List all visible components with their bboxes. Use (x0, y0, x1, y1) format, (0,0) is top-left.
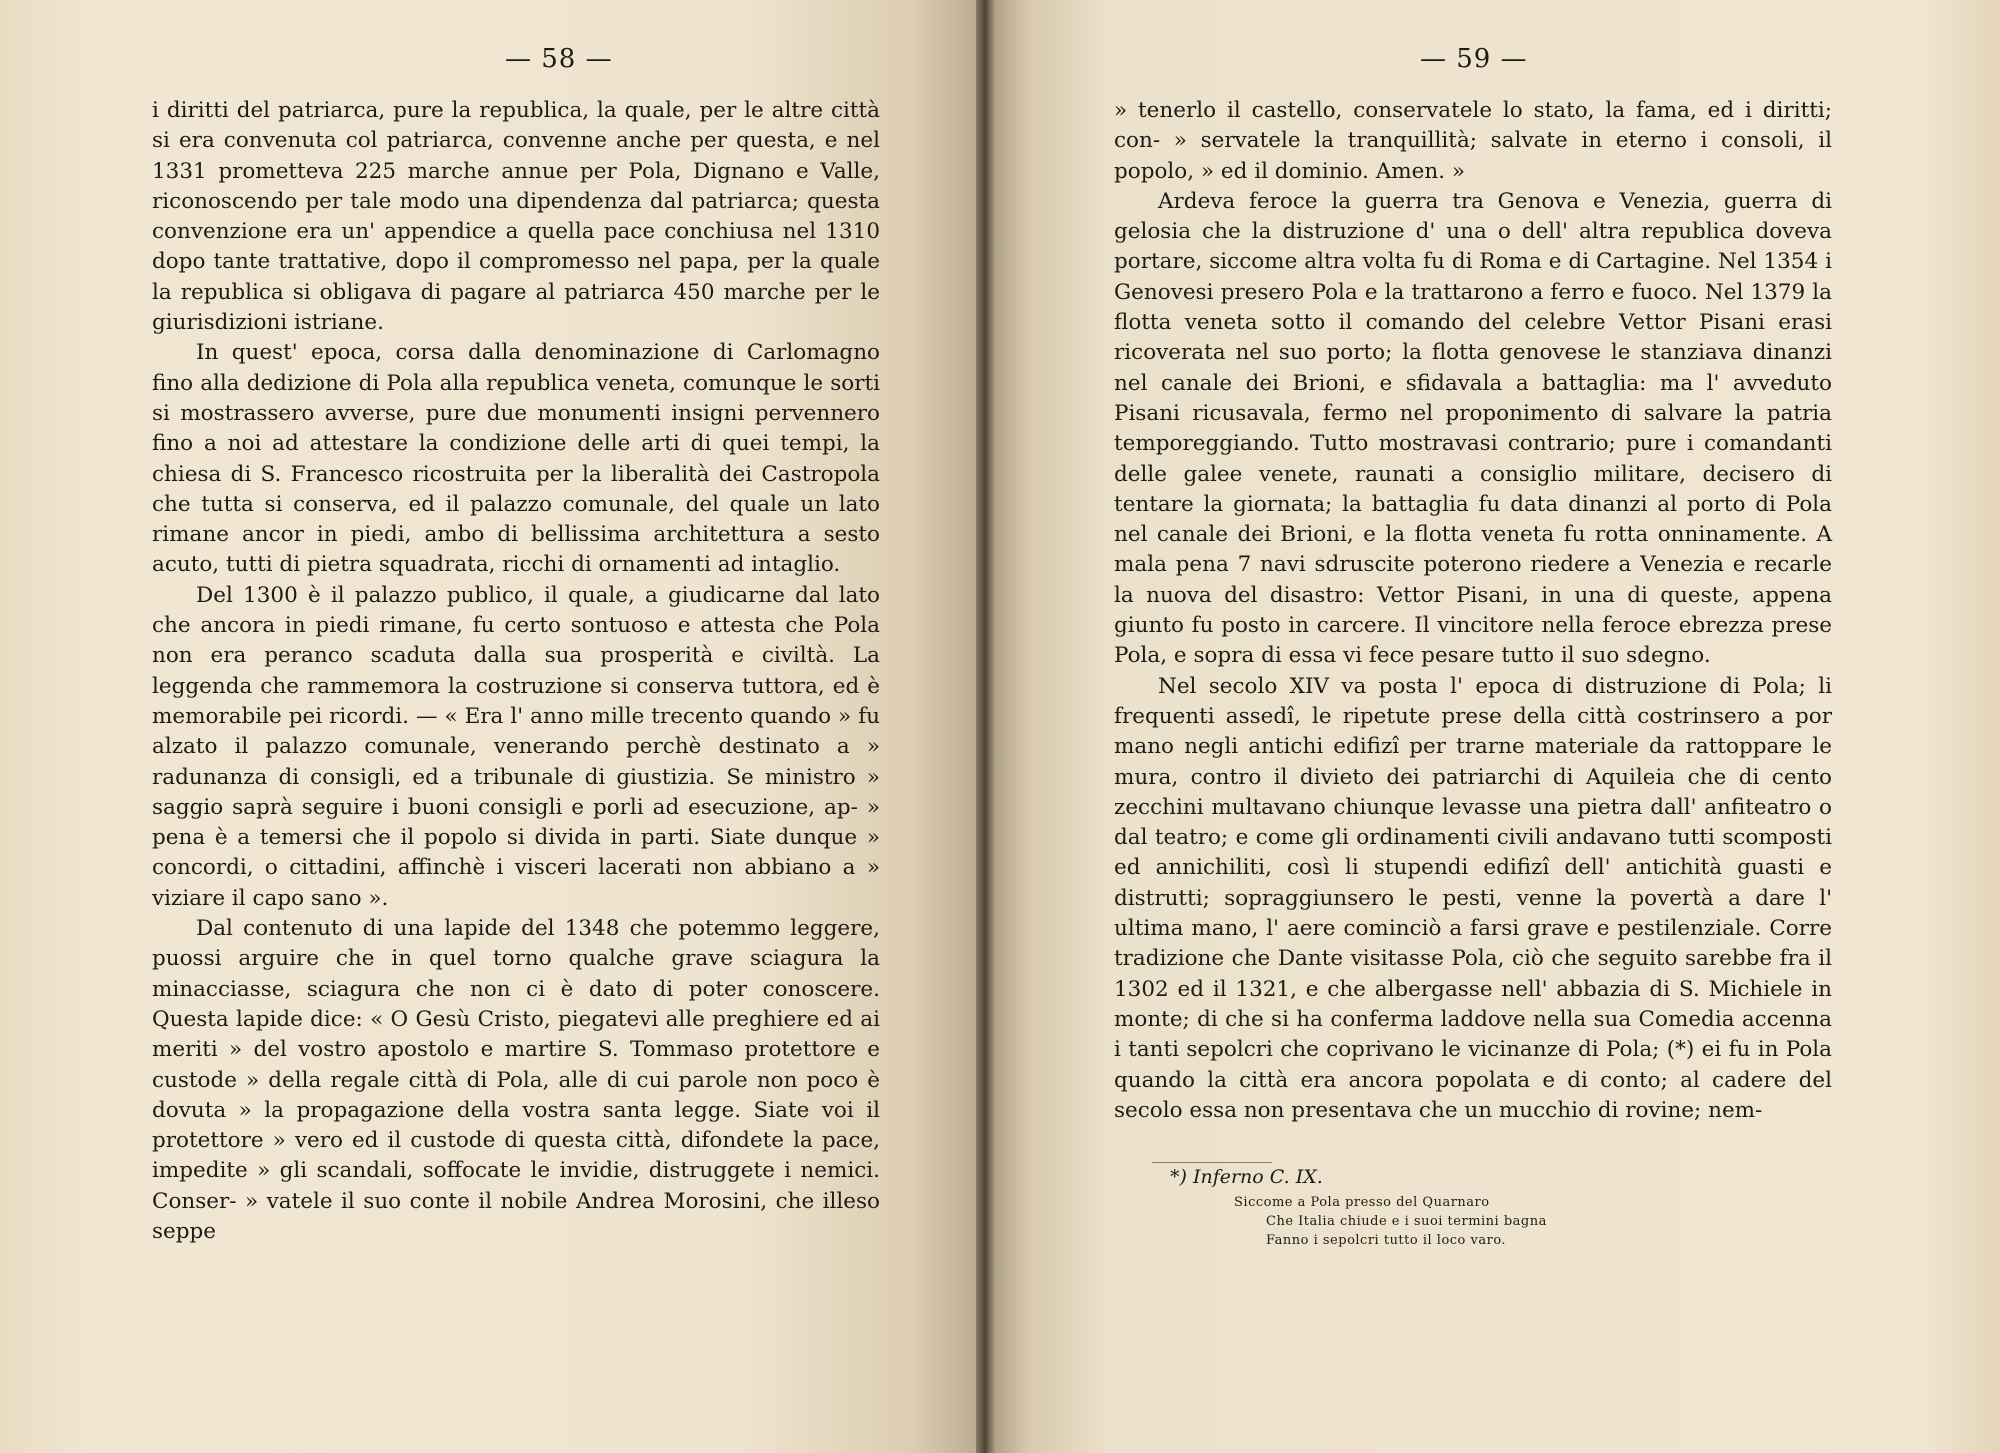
footnote (1170, 1168, 1590, 1250)
footnote-reference: *) Inferno C. IX. (1170, 1166, 1323, 1188)
paragraph: Del 1300 è il palazzo publico, il quale, a giudicarne dal lato che ancora in piedi rimane, fu certo sontuoso e attesta che Pola non era peranco scaduta dalla sua prosperità e civiltà. La leggenda che rammemora la costruzione si conserva tuttora, ed è memorabile pei ricordi. — « Era l' anno mille trecento quando » fu alzato il palazzo comunale, venerando perchè destinato a » radunanza di consigli, ed a tribunale di giustizia. Se ministro » saggio saprà seguire i buoni consigli e porli ad esecuzione, ap- » pena è a temersi che il popolo si divida in parti. Siate dunque » concordi, o cittadini, affinchè i visceri lacerati non abbiano a » viziare il capo sano ». (152, 582, 880, 911)
left-page-body (152, 96, 880, 1247)
paragraph: Dal contenuto di una lapide del 1348 che potemmo leggere, puossi arguire che in quel torno qualche grave sciagura la minacciasse, sciagura che non ci è dato di poter conoscere. Questa lapide dice: « O Gesù Cristo, piegatevi alle preghiere ed ai meriti » del vostro apostolo e martire S. Tommaso protettore e custode » della regale città di Pola, alle di cui parole non poco è dovuta » la propagazione della vostra santa legge. Siate voi il protettore » vero ed il custode di questa città, difondete la pace, impedite » gli scandali, soffocate le invidie, distruggete i nemici. Conser- » vatele il suo conte il nobile Andrea Morosini, che illeso seppe (152, 916, 880, 1244)
paragraph: i diritti del patriarca, pure la republica, la quale, per le altre città si era convenuta col patriarca, convenne anche per questa, e nel 1331 prometteva 225 marche annue per Pola, Dignano e Valle, riconoscendo per tale modo una dipendenza dal patriarca; questa convenzione era un' appendice a quella pace conchiusa nel 1310 dopo tante trattative, dopo il compromesso nel papa, per la quale la republica si obligava di pagare al patriarca 450 marche per le giurisdizioni istriane. (152, 98, 880, 336)
paragraph: Ardeva feroce la guerra tra Genova e Venezia, guerra di gelosia che la distruzione d' una o dell' altra republica doveva portare, siccome altra volta fu di Roma e di Cartagine. Nel 1354 i Genovesi presero Pola e la trattarono a ferro e fuoco. Nel 1379 la flotta veneta sotto il comando del celebre Vettor Pisani erasi ricoverata nel suo porto; la flotta genovese le stanziava dinanzi nel canale dei Brioni, e sfidavala a battaglia: ma l' avveduto Pisani ricusavala, fermo nel proponimento di salvare la patria temporeggiando. Tutto mostravasi contrario; pure i comandanti delle galee venete, raunati a consiglio militare, decisero di tentare la giornata; la battaglia fu data dinanzi al porto di Pola nel canale dei Brioni, e la flotta veneta fu rotta onninamente. A mala pena 7 navi sdruscite poterono riedere a Venezia e recarle la nuova del disastro: Vettor Pisani, in una di queste, appena giunto fu posto in carcere. Il vincitore nella feroce ebrezza prese Pola, e sopra di essa vi fece pesare tutto il suo sdegno. (1114, 188, 1832, 669)
book-gutter (976, 0, 996, 1453)
page-number: — 59 — (1420, 44, 1528, 74)
footnote-rule (1152, 1162, 1272, 1163)
footnote-line: Siccome a Pola presso del Quarnaro (1234, 1195, 1490, 1210)
paragraph: Nel secolo XIV va posta l' epoca di distruzione di Pola; li frequenti assedî, le ripetute prese della città costrinsero a por mano negli antichi edifizî per trarne materiale da rattoppare le mura, contro il divieto dei patriarchi di Aquileia che di cento zecchini multavano chiunque levasse una pietra dall' anfiteatro o dal teatro; e come gli ordinamenti civili andavano tutti scomposti ed annichiliti, così li stupendi edifizî dell' antichità guasti e distrutti; sopraggiunsero le pesti, venne la povertà a dare l' ultima mano, l' aere cominciò a farsi grave e pestilenziale. Corre tradizione che Dante visitasse Pola, ciò che seguito sarebbe fra il 1302 ed il 1321, e che albergasse nell' abbazia di S. Michiele in monte; di che si ha conferma laddove nella sua Comedia accenna i tanti sepolcri che coprivano le vicinanze di Pola; (*) ei fu in Pola quando la città era ancora popolata e di conto; al cadere del secolo essa non presentava che un mucchio di rovine; nem- (1114, 673, 1832, 1123)
footnote-line: Che Italia chiude e i suoi termini bagna (1266, 1214, 1547, 1229)
footnote-line: Fanno i sepolcri tutto il loco varo. (1266, 1233, 1507, 1248)
paragraph: » tenerlo il castello, conservatele lo stato, la fama, ed i diritti; con- » servatele la tranquillità; salvate in eterno i consoli, il popolo, » ed il dominio. Amen. » (1114, 98, 1832, 184)
right-page-body (1114, 96, 1832, 1126)
page-number: — 58 — (505, 44, 613, 74)
paragraph: In quest' epoca, corsa dalla denominazione di Carlomagno fino alla dedizione di Pola alla republica veneta, comunque le sorti si mostrassero avverse, pure due monumenti insigni pervennero fino a noi ad attestare la condizione delle arti di quei tempi, la chiesa di S. Francesco ricostruita per la liberalità dei Castropola che tutta si conserva, ed il palazzo comunale, del quale un lato rimane ancor in piedi, ambo di bellissima architettura a sesto acuto, tutti di pietra squadrata, ricchi di ornamenti ad intaglio. (152, 340, 880, 578)
